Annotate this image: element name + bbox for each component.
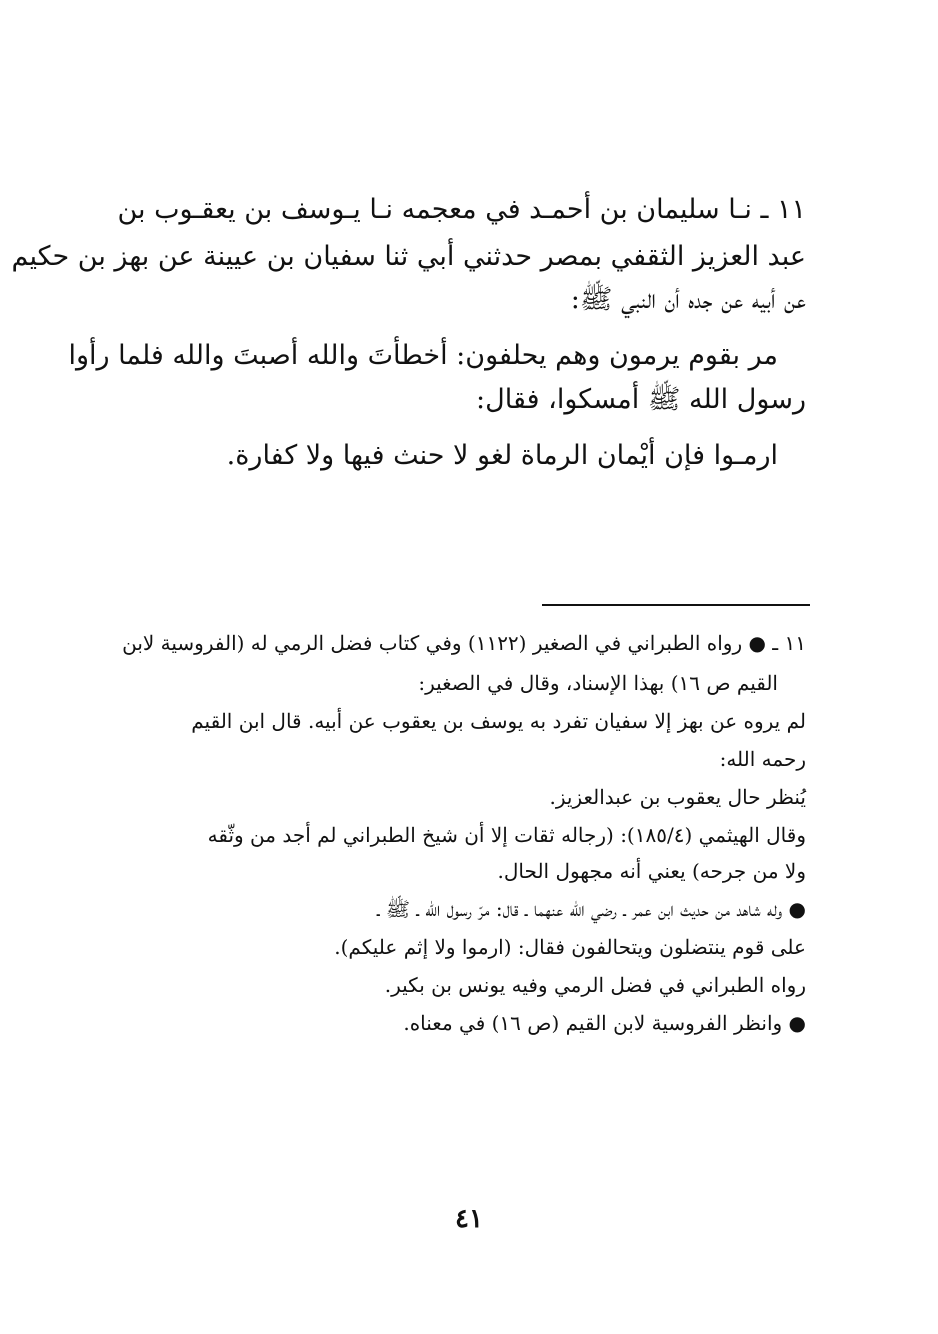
hadith-text-line-1: مر بقوم يرمون وهم يحلفون: أخطأتَ والله أصبتَ والله فلما رأوا [68,340,778,371]
hadith-saying-line: ارمـوا فإن أيْمان الرماة لغو لا حنث فيها ولا كفارة. [226,440,778,471]
footnote-line-10: رواه الطبراني في فضل الرمي وفيه يونس بن بكير. [384,973,806,997]
footnote-line-6: وقال الهيثمي (١٨٥/٤): (رجاله ثقات إلا أن شيخ الطبراني لم أجد من وثّقه [207,823,806,847]
hadith-chain-line-3: عن أبيه عن جده أن النبي ﷺ: [570,284,806,315]
hadith-chain-line-1: ١١ ـ نـا سليمان بن أحمـد في معجمه نـا يـوسف بن يعقـوب بن [117,194,806,225]
footnote-line-3: لم يروه عن بهز إلا سفيان تفرد به يوسف بن يعقوب عن أبيه. قال ابن القيم [191,709,806,733]
footnote-line-2: القيم ص ١٦) بهذا الإسناد، وقال في الصغير: [418,671,778,695]
footnote-divider [542,604,810,606]
footnote-line-4: رحمه الله: [719,747,806,771]
footnote-line-7: ولا من جرحه) يعني أنه مجهول الحال. [497,859,806,883]
hadith-text-line-2: رسول الله ﷺ أمسكوا، فقال: [476,384,806,415]
footnote-line-9: على قوم ينتضلون ويتحالفون فقال: (ارموا ولا إثم عليكم). [334,935,806,959]
footnote-line-5: يُنظر حال يعقوب بن عبدالعزيز. [549,785,806,809]
page-number: ٤١ [455,1204,483,1234]
footnote-line-8: ● وله شاهد من حديث ابن عمر ـ رضي الله عنهما ـ قال: مرّ رسول الله ـ ﷺ ـ [377,897,806,921]
hadith-chain-line-2: عبد العزيز الثقفي بمصر حدثني أبي ثنا سفيان بن عيينة عن بهز بن حكيم [11,241,806,272]
footnote-line-11: ● وانظر الفروسية لابن القيم (ص ١٦) في معناه. [403,1011,806,1035]
footnote-line-1: ١١ ـ ● رواه الطبراني في الصغير (١١٢٢) وفي كتاب فضل الرمي له (الفروسية لابن [122,631,806,655]
